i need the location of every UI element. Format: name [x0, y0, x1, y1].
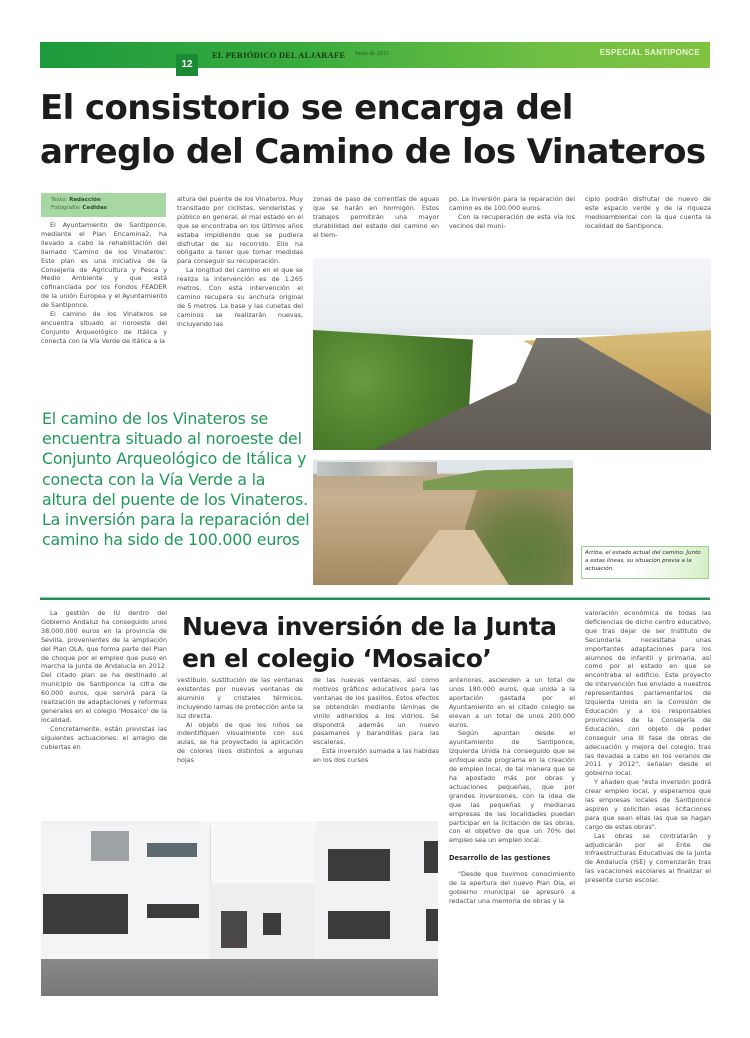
paragraph: El camino de los Vinateros se encuentra situado al noroeste del Conjunto Arqueológico de Itálica y conecta con la Vía Verde de Itálica a la — [41, 310, 167, 345]
photo-window — [147, 843, 197, 857]
paragraph: cipio podrán disfrutar de nuevo de este espacio verde y de la riqueza medioambiental con la que cuenta la localidad de Santiponce. — [585, 195, 711, 230]
photo-buildings — [317, 462, 437, 476]
headline-line: El consistorio se encarga del — [40, 88, 573, 128]
paragraph: La gestión de IU dentro del Gobierno Andaluz ha conseguido unos 38.000.000 euros en la provincia de Sevilla, provenientes de la ampliación del Plan OLA, que forma parte del Plan de choque por el empleo que puso en marcha la Junta de Andalucía en 2012. Del citado plan se ha destinado al municipio de Santiponce la cifra de 60.000 euros, que servirá para la realización de adaptaciones y reformas generales en el colegio 'Mosaico' de la localidad. — [41, 609, 167, 724]
photo-sky — [201, 821, 316, 891]
photo-window — [43, 894, 128, 934]
newspaper-name: EL PERIÓDICO DEL ALJARAFE — [212, 50, 346, 60]
article2-column-1 — [41, 609, 167, 752]
article1-column-1 — [41, 221, 167, 346]
article1-column-4 — [449, 195, 575, 231]
byline-photographer: Cedidas — [82, 205, 107, 211]
photo-door — [221, 911, 247, 948]
photo-road-current — [313, 258, 711, 450]
issue-date: Junio de 2013 — [355, 51, 389, 57]
photo-window — [424, 841, 438, 873]
paragraph: de las nuevas ventanas, así como motivos gráficos educativos para las ventanas de los pasillos. Estos efectos se obtendrán mediante láminas de vinilo adheridos a los vidrios. Se dispondrá además un nuevo pasamanos y barandillas para las escaleras. — [313, 676, 439, 747]
byline — [41, 193, 166, 217]
pull-quote: El camino de los Vinateros se encuentra situado al noroeste del Conjunto Arqueológico de Itálica y conecta con la Vía Verde a la altura del puente de los Vinateros. La inversión para la reparación del camino ha sido de 100.000 euros — [42, 409, 310, 550]
paragraph: Esta inversión sumada a las habidas en los dos cursos — [313, 747, 439, 765]
headline-line: arreglo del Camino de los Vinateros — [40, 132, 706, 172]
byline-label: Texto: — [51, 197, 68, 203]
paragraph: Según apuntan desde el ayuntamiento de Santiponce, Izquierda Unida ha conseguido que se enfoque este programa en la creación de empleo local, de tal manera que se ha apostado más por obras y actuaciones pequeñas, que por grandes inversiones, con la idea de que las pequeñas y medianas empresas de las localidades puedan participar en la licitación de las obras, con el objetivo de que un 70% del empleo sea un empleo local. — [449, 729, 575, 845]
photo-window — [328, 911, 390, 939]
article2-column-2 — [177, 676, 303, 765]
byline-author: Redacción — [69, 197, 101, 203]
photo-school-building — [41, 821, 438, 996]
photo-window — [426, 909, 438, 941]
article1-column-3 — [313, 195, 439, 240]
photo-caption: Arriba, el estado actual del camino. Junto a estas líneas, su situación previa a la actuación. — [581, 546, 709, 579]
paragraph: Y añaden que "esta inversión podrá crear empleo local, y esperamos que las empresas locales de Santiponce aspiren y soliciten esas licitaciones para que sean ellas las que se hagan cargo de estas obras". — [585, 778, 711, 831]
photo-courtyard — [41, 959, 438, 996]
photo-window — [91, 831, 129, 861]
section-name: ESPECIAL SANTIPONCE — [599, 48, 700, 57]
photo-window — [147, 904, 199, 918]
paragraph: zonas de paso de correntías de aguas que se harán en hormigón. Estos trabajos permitirán una mayor durabilidad del estado del camino en el tiem- — [313, 195, 439, 239]
article2-column-4 — [449, 676, 575, 906]
paragraph: altura del puente de los Vinateros. Muy transitado por ciclistas, senderistas y público en general, el mal estado en el que se encontraba en los últimos años estaba impidiendo que se pudiera disfrutar de su recorrido. Ello ha obligado a tener que tomar medidas para conseguir su recuperación. — [177, 195, 303, 266]
paragraph: Concretamente, están previstas las siguientes actuaciones: el arreglo de cubiertas en — [41, 724, 167, 751]
paragraph: "Desde que tuvimos conocimiento de la apertura del nuevo Plan Ola, el gobierno municipal se apresuró a redactar una memoria de obras y la — [449, 870, 575, 905]
paragraph: Las obras se contratarán y adjudicarán por el Ente de Infraestructuras Educativas de la Junta de Andalucía (ISE) y comenzarán tras las vacaciones escolares al finalizar el presente curso escolar. — [585, 831, 711, 885]
paragraph: Con la recuperación de esta vía los vecinos del muni- — [449, 212, 575, 230]
article2-column-5 — [585, 609, 711, 885]
paragraph: po. La inversión para la reparación del camino es de 100.000 euros. — [449, 195, 575, 212]
byline-label: Fotografía: — [51, 205, 81, 211]
photo-window — [263, 913, 281, 935]
photo-hill — [423, 468, 573, 490]
section-divider — [40, 597, 710, 600]
headline-line: Nueva inversión de la Junta — [182, 612, 557, 641]
article1-column-2 — [177, 195, 303, 329]
article2-headline — [182, 611, 582, 675]
article1-column-5 — [585, 195, 711, 231]
page-number: 12 — [176, 54, 198, 76]
paragraph: anteriores, ascienden a un total de unos 180.000 euros, que unida a la aportación gastada por el Ayuntamiento en el citado colegio se elevan a un total de unos 200.000 euros. — [449, 676, 575, 729]
paragraph: El Ayuntamiento de Santiponce, mediante el Plan Encamina2, ha llevado a cabo la rehabilitación del llamado 'Camino de los Vinateros'. Este plan es una iniciativa de la Consejería de Agricultura y Pesca y Medio Ambiente y que está cofinanciada por los Fondos FEADER de la unión Europea y el Ayuntamiento de Santiponce. — [41, 221, 167, 310]
paragraph: Al objeto de que los niños se indentifiquen visualmente con sus aulas, se ha proyectado la aplicación de colores lisos distintos a algunas hojas — [177, 720, 303, 765]
paragraph: vestíbulo, sustitución de las ventanas existentes por nuevas ventanas de aluminio y cristales térmicos, incluyendo lamas de protección ante la luz directa. — [177, 676, 303, 720]
article1-headline — [40, 86, 720, 174]
subheading: Desarrollo de las gestiones — [449, 854, 551, 863]
paragraph: La longitud del camino en el que se realiza la intervención es de 1.265 metros. Con esta intervención el camino recupera su anchura original de 5 metros. La base y las cunetas del caminos se realizarán nuevas, incluyendo las — [177, 266, 303, 328]
headline-line: en el colegio ‘Mosaico’ — [182, 644, 492, 673]
article2-column-3 — [313, 676, 439, 765]
paragraph: valoración económica de todas las deficiencias de dicho centro educativo, que tras dejar de ser Instituto de Secundaria necesitaba unas importantes adaptaciones para los alumnos de infantil y primaria, así como por el estado en que se encontraba el edificio. Este proyecto de intervención fue enviado a nuestros representantes parlamentarios de Izquierda Unida en la Comisión de Educación y a los responsables provinciales de la Consejería de Educación, con objeto de poder conseguir una III fase de obras de adecuación y mejora del colegio, tras las llevadas a cabo en los veranos de 2011 y 2012", señalan desde el gobierno local. — [585, 609, 711, 778]
photo-window — [328, 849, 390, 881]
photo-road-previous — [313, 460, 573, 585]
